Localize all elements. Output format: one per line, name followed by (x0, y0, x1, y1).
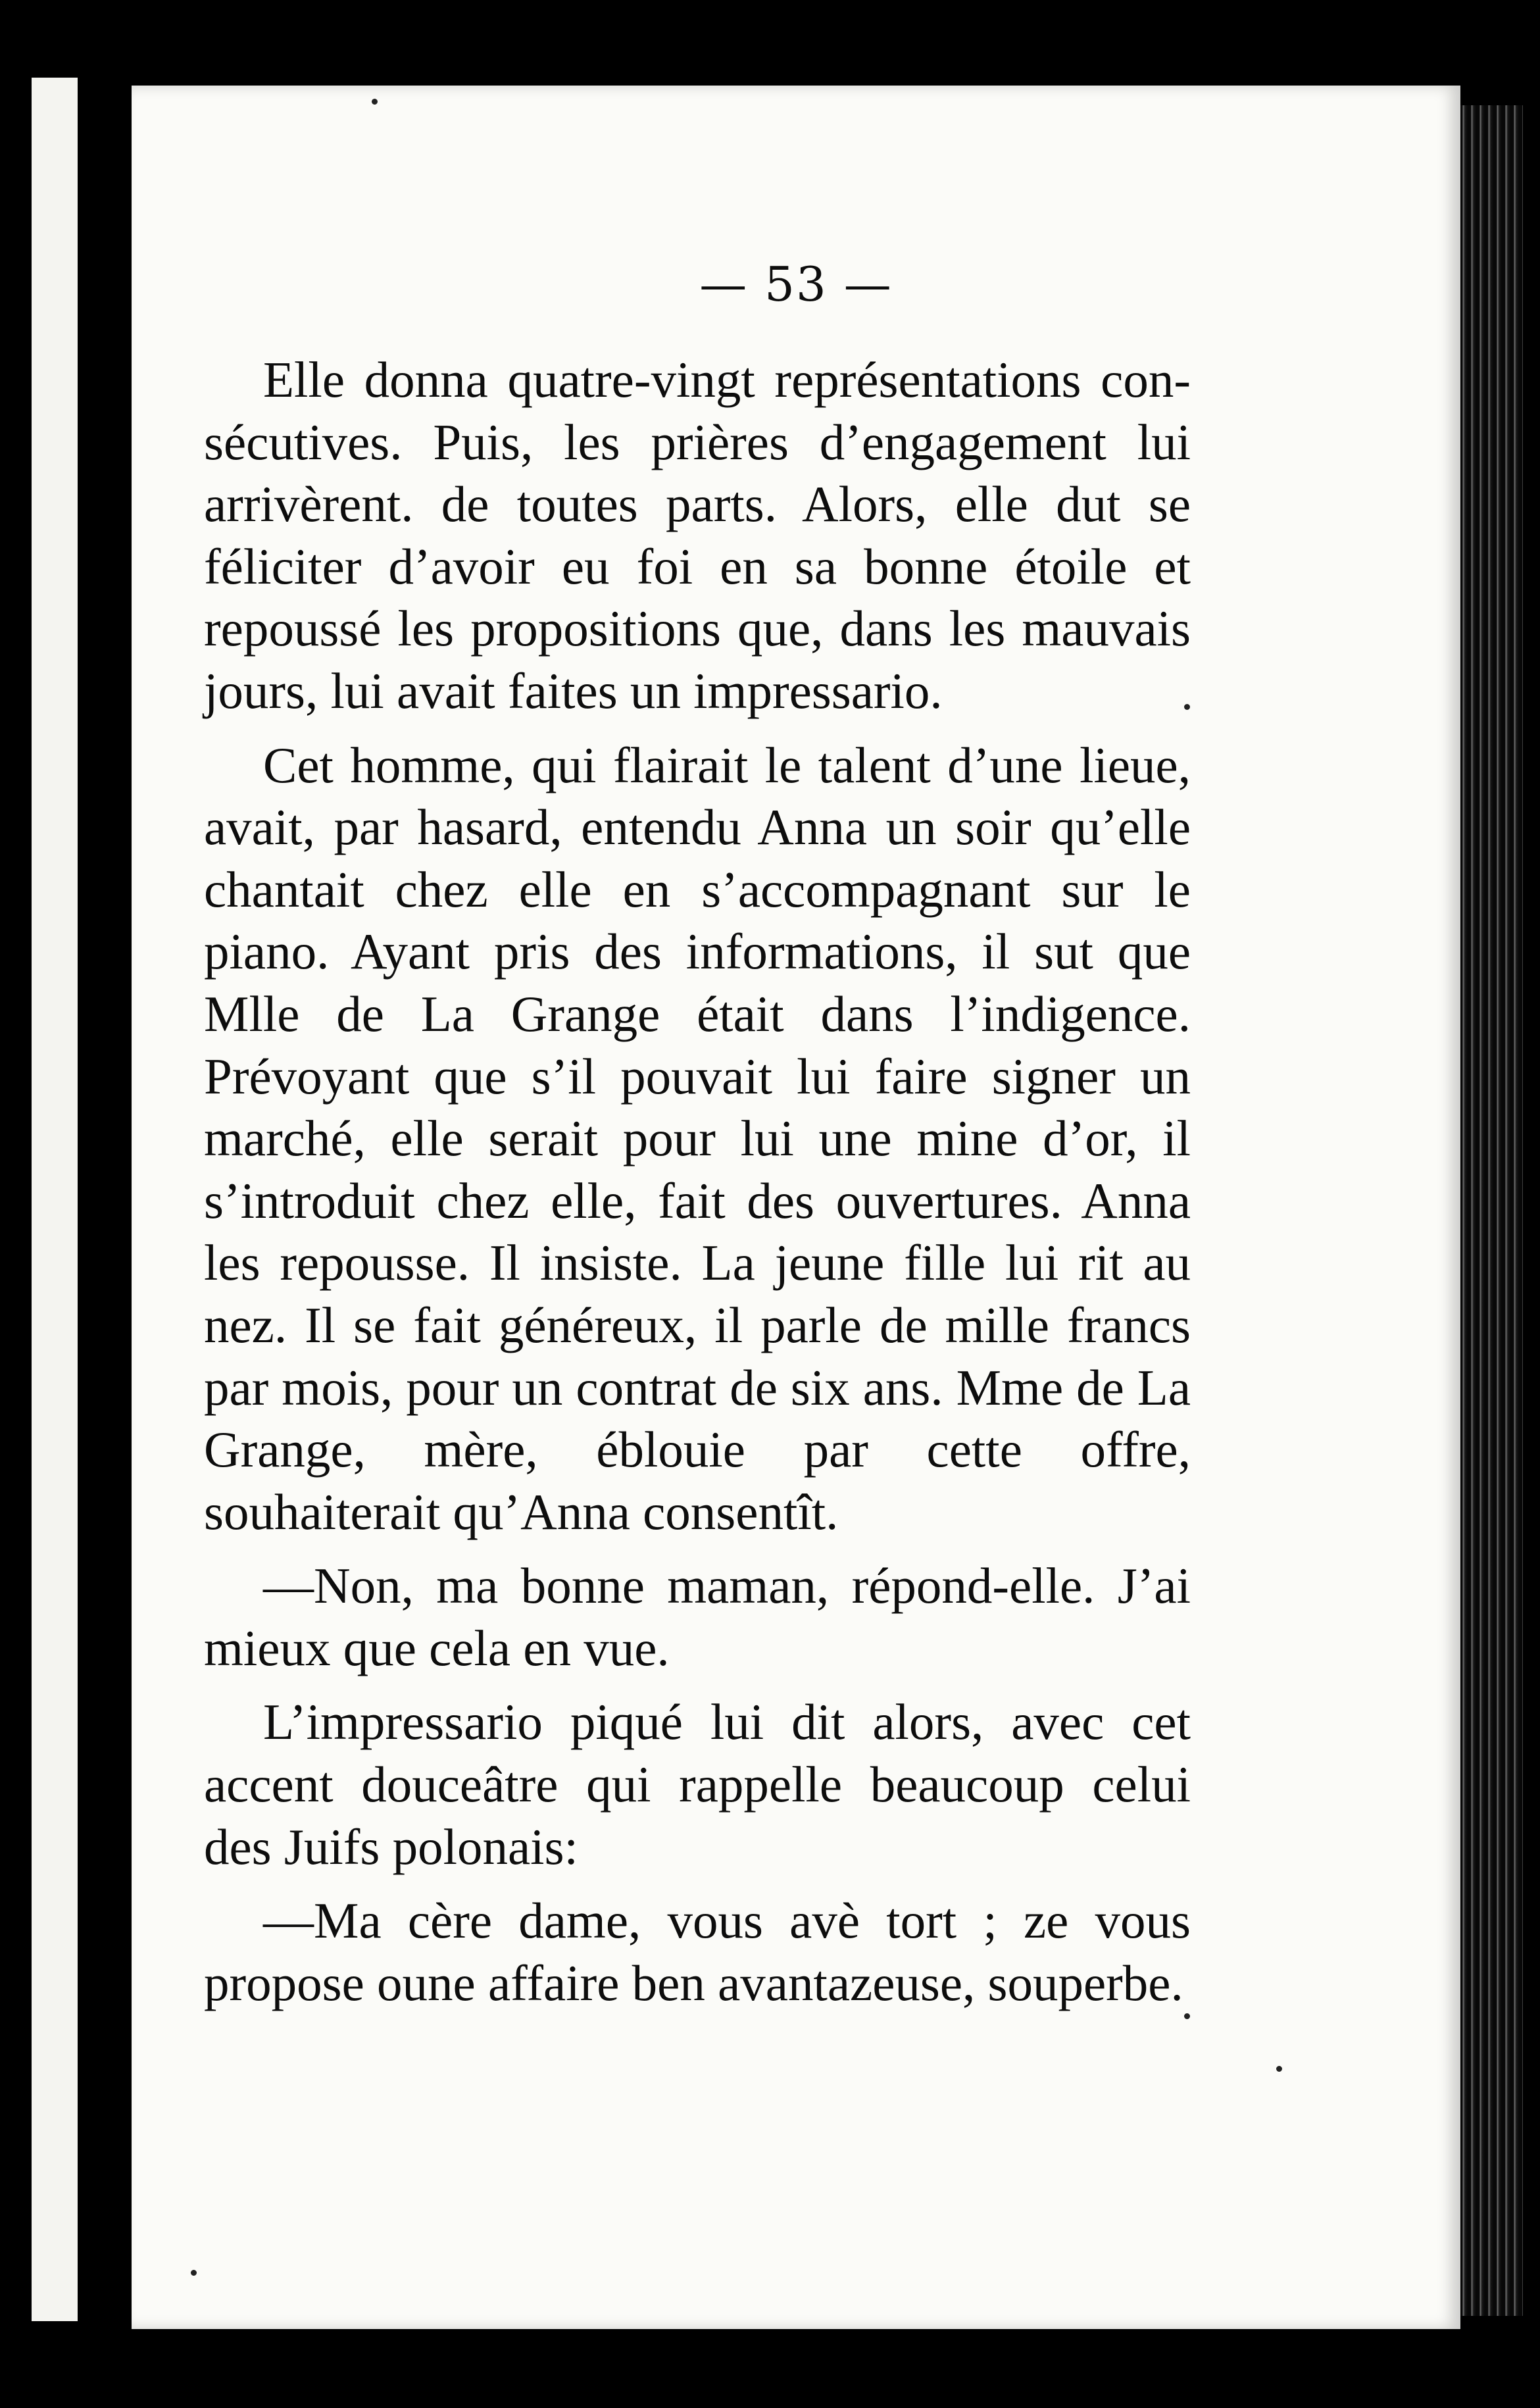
print-speck (1184, 704, 1190, 710)
print-speck (191, 2270, 197, 2276)
paragraph-5: —Ma cère dame, vous avè tort ; ze vous propose oune affaire ben avantazeuse, souperbe. (204, 1892, 1191, 2011)
paragraph-2: Cet homme, qui flairait le talent d’une lieue, avait, par hasard, entendu Anna un soir qu’elle chantait chez elle en s’accompagnant sur le piano. Ayant pris des informations, il sut que Mlle de La Grange était dans l’indigence. Prévoyant que s’il pouvait lui faire signer un marché, elle serait pour lui une mine d’or, il s’introduit chez elle, fait des ouvertures. Anna les repousse. Il insiste. La jeune fille lui rit au nez. Il se fait généreux, il parle de mille francs par mois, pour un contrat de six ans. Mme de La Grange, mère, éblouie par cette offre, souhaiterait qu’Anna consentît. (204, 736, 1191, 1540)
print-speck (1184, 2013, 1190, 2019)
paragraph-3: —Non, ma bonne maman, répond-elle. J’ai mieux que cela en vue. (204, 1557, 1191, 1676)
print-speck (372, 99, 378, 105)
facing-page-edge (32, 78, 78, 2321)
book-page (132, 86, 1460, 2329)
page-number: — 53 — (699, 257, 893, 312)
paragraph-1: Elle donna quatre-vingt représentations consécutives. Puis, les prières d’engagement lui arrivèrent. de toutes parts. Alors, elle dut se féliciter d’avoir eu foi en sa bonne étoile et repoussé les propositions que, dans les mauvais jours, lui avait faites un impressario. (204, 351, 1191, 719)
body-text (204, 349, 1191, 2026)
print-speck (1276, 2066, 1282, 2072)
page-stack-edge (1451, 105, 1523, 2316)
paragraph-4: L’impressario piqué lui dit alors, avec cet accent douceâtre qui rappelle beaucoup celui des Juifs polonais: (204, 1693, 1191, 1875)
